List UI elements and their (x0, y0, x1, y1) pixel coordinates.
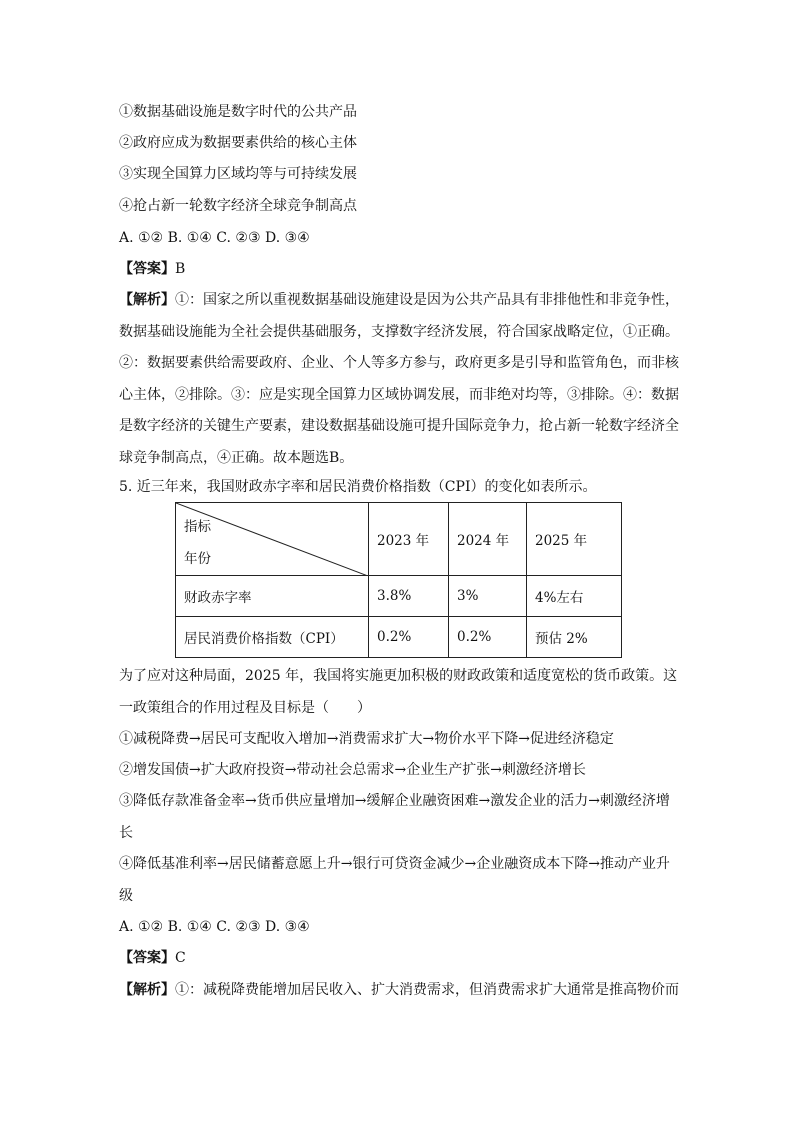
analysis-label: 【解析】 (119, 292, 175, 308)
analysis-text: ①：减税降费能增加居民收入、扩大消费需求，但消费需求扩大通常是推高物价而 (175, 982, 679, 998)
data-table (175, 502, 622, 658)
q4-choices: A. ①② B. ①④ C. ②③ D. ③④ (119, 230, 310, 246)
table-cell: 3.8% (369, 576, 449, 617)
table-cell: 4%左右 (527, 576, 622, 617)
q5-option-3: ③降低存款准备金率→货币供应量增加→缓解企业融资困难→激发企业的活力→刺激经济增长 (119, 793, 670, 841)
table-row (176, 576, 622, 617)
q5-analysis (119, 980, 679, 1000)
table-header-row (176, 503, 622, 576)
q4-option-1: ①数据基础设施是数字时代的公共产品 (119, 104, 357, 120)
answer-value: C (175, 950, 186, 966)
corner-bottom-label: 年份 (184, 551, 211, 567)
q5-option-1: ①减税降费→居民可支配收入增加→消费需求扩大→物价水平下降→促进经济稳定 (119, 731, 614, 747)
q5-option-4: ④降低基准利率→居民储蓄意愿上升→银行可贷资金减少→企业融资成本下降→推动产业升级 (119, 856, 670, 904)
q5-answer (119, 948, 186, 968)
analysis-text: ①：国家之所以重视数据基础设施建设是因为公共产品具有非排他性和非竞争性，数据基础设施能为全社会提供基础服务，支撑数字经济发展，符合国家战略定位，①正确。②：数据要素供给需要政府、企业、个人等多方参与，政府更多是引导和监管角色，而非核心主体，②排除。③：应是实现全国算力区域协调发展，而非绝对均等，③排除。④：数据是数字经济的关键生产要素，建设数据基础设施可提升国际竞争力，抢占新一轮数字经济全球竞争制高点，④正确。故本题选B。 (119, 292, 679, 466)
row-label: 财政赤字率 (176, 576, 369, 617)
answer-value: B (175, 261, 186, 277)
row-label: 居民消费价格指数（CPI） (176, 617, 369, 658)
year-header: 2024 年 (449, 503, 527, 576)
q4-answer (119, 259, 185, 279)
year-header: 2025 年 (527, 503, 622, 576)
answer-label: 【答案】 (119, 950, 175, 966)
q4-option-4: ④抢占新一轮数字经济全球竞争制高点 (119, 198, 357, 214)
table-cell: 预估 2% (527, 617, 622, 658)
analysis-label: 【解析】 (119, 982, 175, 998)
q5-question: 为了应对这种局面，2025 年，我国将实施更加积极的财政政策和适度宽松的货币政策。这一政策组合的作用过程及目标是（ ） (119, 668, 678, 716)
table-cell: 0.2% (369, 617, 449, 658)
table-row (176, 617, 622, 658)
q5-choices: A. ①② B. ①④ C. ②③ D. ③④ (119, 919, 310, 935)
corner-top-label: 指标 (184, 519, 211, 535)
answer-label: 【答案】 (119, 261, 175, 277)
q4-analysis (119, 285, 679, 474)
table-corner-cell (176, 503, 369, 576)
year-header: 2023 年 (369, 503, 449, 576)
table-cell: 0.2% (449, 617, 527, 658)
table-cell: 3% (449, 576, 527, 617)
q5-option-2: ②增发国债→扩大政府投资→带动社会总需求→企业生产扩张→刺激经济增长 (119, 762, 586, 778)
q4-option-3: ③实现全国算力区域均等与可持续发展 (119, 166, 357, 182)
q4-option-2: ②政府应成为数据要素供给的核心主体 (119, 135, 357, 151)
q5-stem: 5. 近三年来，我国财政赤字率和居民消费价格指数（CPI）的变化如表所示。 (119, 479, 597, 495)
